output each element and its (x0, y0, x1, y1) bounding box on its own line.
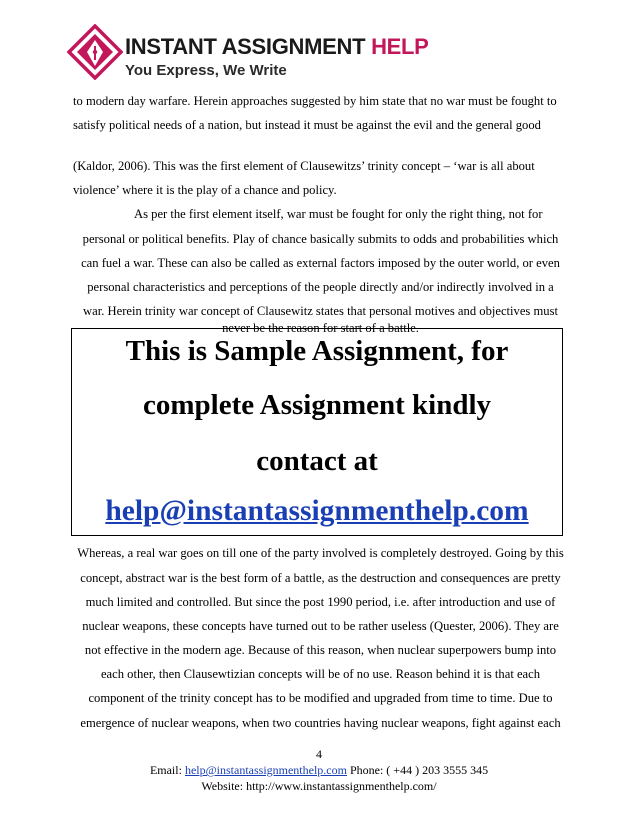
brand-tagline: You Express, We Write (125, 62, 287, 79)
text-line: emergence of nuclear weapons, when two countries having nuclear weapons, fight against each (80, 716, 561, 730)
notice-email-link[interactable]: help@instantassignmenthelp.com (105, 495, 529, 527)
text-line: can fuel a war. These can also be called as external factors imposed by the outer world, or even (81, 256, 560, 270)
text-line: personal characteristics and perceptions of the people directly and/or indirectly involved in a (87, 280, 554, 294)
sample-notice-box (71, 328, 563, 536)
notice-line: This is Sample Assignment, for (125, 335, 509, 367)
text-line: much limited and controlled. But since the post 1990 period, i.e. after introduction and use of (85, 595, 556, 609)
footer-website: Website: http://www.instantassignmenthelp.com/ (201, 779, 437, 793)
footer-contact: Email: help@instantassignmenthelp.com Phone: ( +44 ) 203 3555 345 (149, 763, 489, 777)
footer-email-link[interactable]: help@instantassignmenthelp.com (184, 763, 347, 777)
brand-name: INSTANT ASSIGNMENT HELP (125, 34, 429, 59)
text-line: war. Herein trinity war concept of Clausewitz states that personal motives and objectives must (83, 304, 558, 318)
page-number: 4 (316, 747, 322, 761)
pen-nib-diamond-icon (67, 24, 123, 80)
notice-line: complete Assignment kindly (142, 389, 492, 421)
notice-line: contact at (256, 445, 378, 477)
footer-phone: Phone: ( +44 ) 203 3555 345 (349, 763, 489, 777)
text-line: As per the first element itself, war must be fought for only the right thing, not for (134, 207, 543, 221)
text-line: never be the reason for start of a battle. (222, 321, 419, 335)
text-line: personal or political benefits. Play of chance basically submits to odds and probabilities which (82, 232, 559, 246)
text-line: nuclear weapons, these concepts have turned out to be rather useless (Quester, 2006). They are (82, 619, 559, 633)
text-line: violence’ where it is the play of a chance and policy. (73, 183, 337, 197)
text-line: concept, abstract war is the best form of a battle, as the destruction and consequences are pretty (80, 571, 561, 585)
text-line: Whereas, a real war goes on till one of the party involved is completely destroyed. Going by this (77, 546, 564, 560)
site-logo (67, 22, 487, 84)
text-line: each other, then Clausewtizian concepts will be of no use. Reason behind it is that each (100, 667, 541, 681)
text-line: satisfy political needs of a nation, but instead it must be against the evil and the general good (73, 118, 541, 132)
text-line: to modern day warfare. Herein approaches suggested by him state that no war must be fought to (73, 94, 557, 108)
text-line: (Kaldor, 2006). This was the first element of Clausewitzs’ trinity concept – ‘war is all about (73, 159, 535, 173)
text-line: component of the trinity concept has to be modified and upgraded from time to time. Due to (88, 691, 553, 705)
text-line: not effective in the modern age. Because of this reason, when nuclear superpowers bump into (84, 643, 557, 657)
